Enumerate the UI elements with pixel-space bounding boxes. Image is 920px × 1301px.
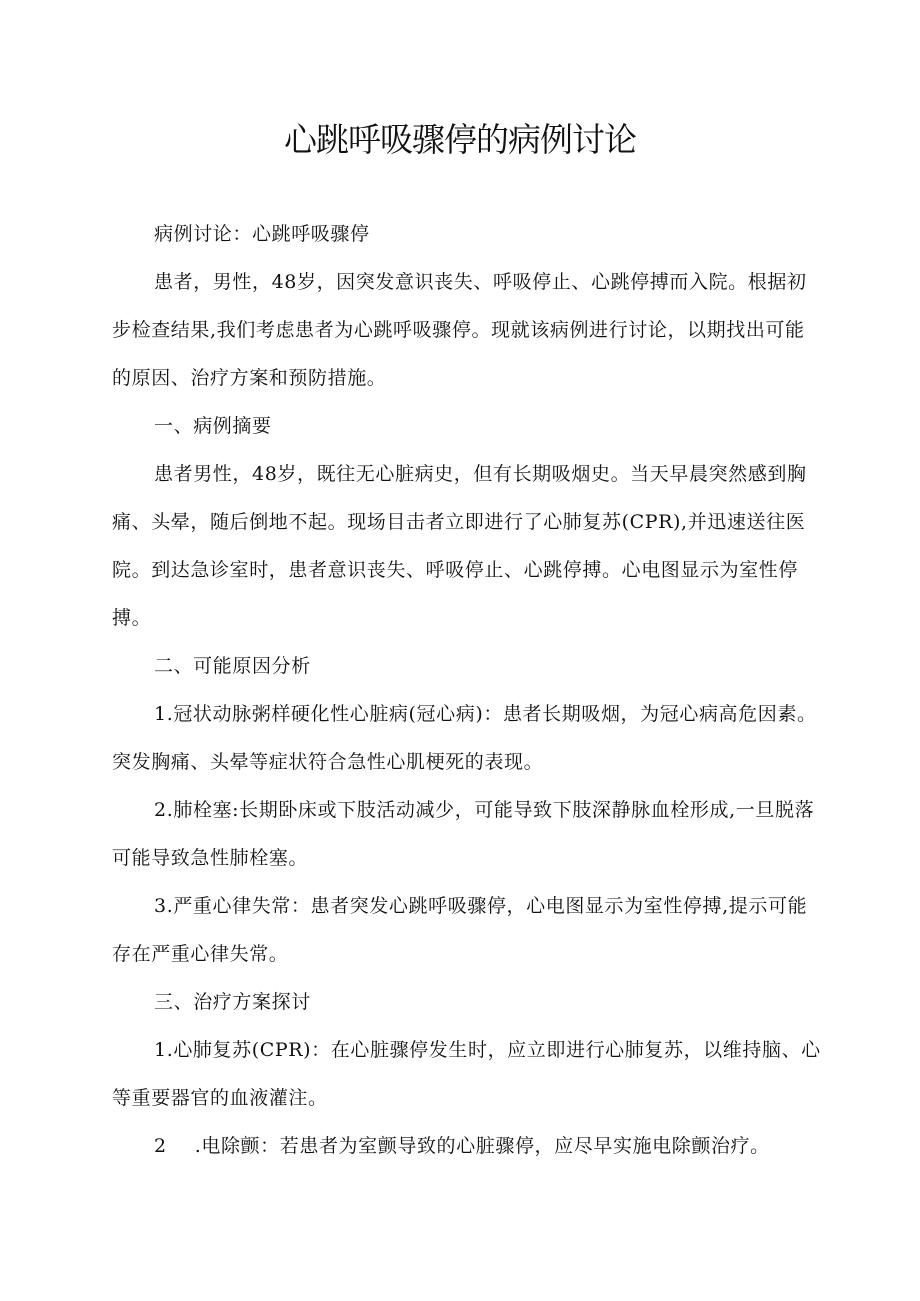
treatment-item-2-text: .电除颤：若患者为室颤导致的心脏骤停，应尽早实施电除颤治疗。 bbox=[194, 1135, 770, 1157]
summary-paragraph: 患者男性，48岁，既往无心脏病史，但有长期吸烟史。当天早晨突然感到胸痛、头晕，随后倒地不起。现场目击者立即进行了心肺复苏(CPR),并迅速送往医院。到达急诊室时，患者意识丧失、呼吸停止、心跳停搏。心电图显示为室性停搏。 bbox=[112, 463, 807, 629]
section-heading-causes: 二、可能原因分析 bbox=[154, 655, 311, 677]
treatment-item-1: 1.心肺复苏(CPR)：在心脏骤停发生时，应立即进行心肺复苏，以维持脑、心等重要器官的血液灌注。 bbox=[112, 1039, 821, 1109]
intro-paragraph: 患者，男性，48岁，因突发意识丧失、呼吸停止、心跳停搏而入院。根据初步检查结果,我们考虑患者为心跳呼吸骤停。现就该病例进行讨论，以期找出可能的原因、治疗方案和预防措施。 bbox=[112, 271, 807, 389]
treatment-item-2 bbox=[112, 1122, 822, 1170]
cause-item-1: 1.冠状动脉粥样硬化性心脏病(冠心病)：患者长期吸烟，为冠心病高危因素。突发胸痛、头晕等症状符合急性心肌梗死的表现。 bbox=[112, 703, 817, 773]
cause-item-2: 2.肺栓塞:长期卧床或下肢活动减少，可能导致下肢深静脉血栓形成,一旦脱落可能导致急性肺栓塞。 bbox=[112, 799, 815, 869]
document-title: 心跳呼吸骤停的病例讨论 bbox=[284, 120, 636, 159]
document-body bbox=[112, 210, 822, 1170]
section-heading-treatment: 三、治疗方案探讨 bbox=[154, 991, 311, 1013]
case-heading: 病例讨论：心跳呼吸骤停 bbox=[154, 223, 370, 245]
cause-item-3: 3.严重心律失常：患者突发心跳呼吸骤停，心电图显示为室性停搏,提示可能存在严重心律失常。 bbox=[112, 895, 808, 965]
section-heading-summary: 一、病例摘要 bbox=[154, 415, 272, 437]
treatment-item-2-number: 2 bbox=[154, 1135, 167, 1157]
